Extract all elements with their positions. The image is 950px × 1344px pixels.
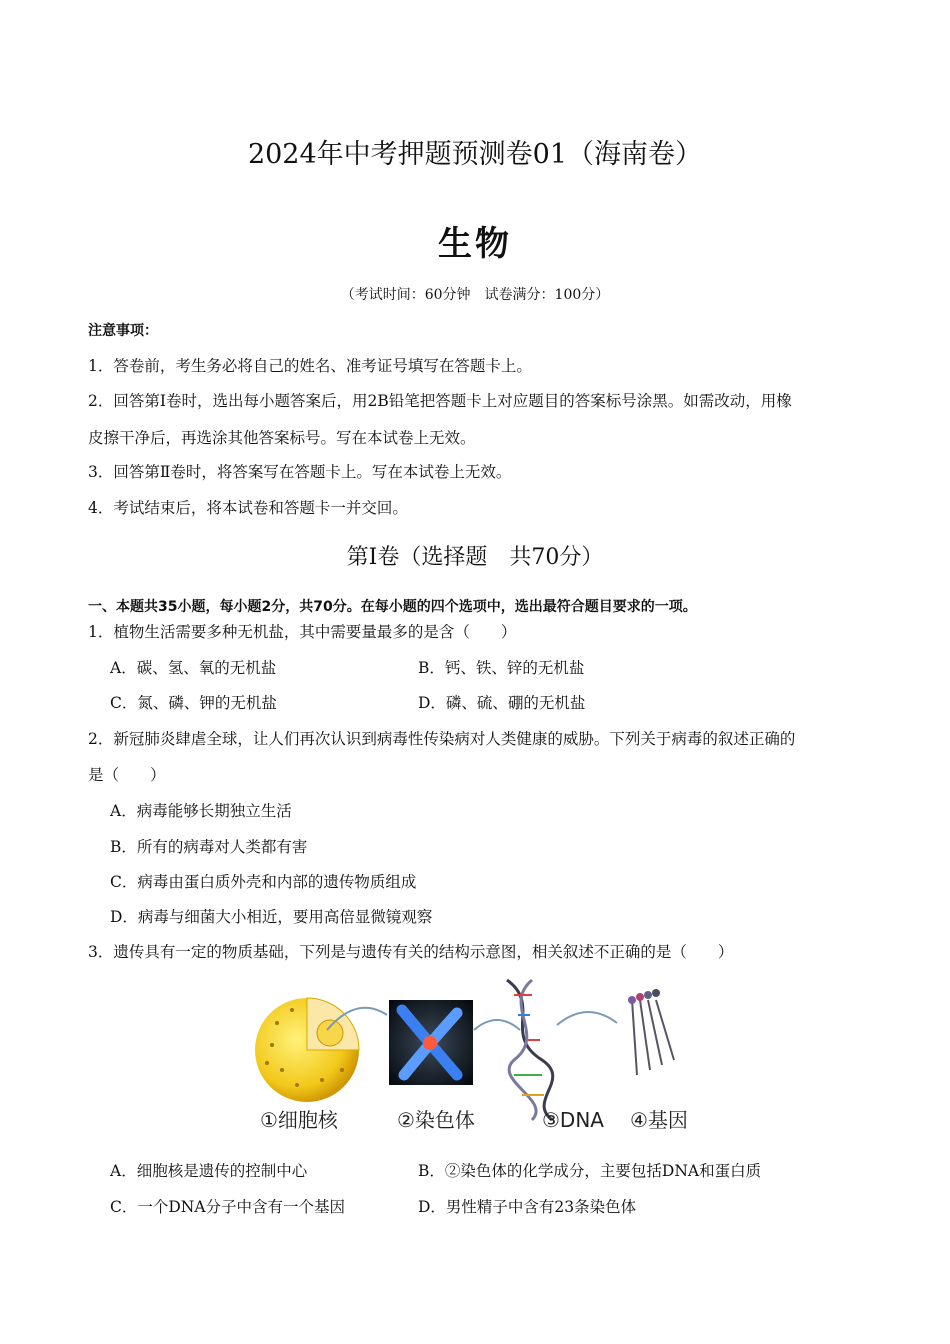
question-3-stem: 3．遗传具有一定的物质基础，下列是与遗传有关的结构示意图，相关叙述不正确的是（ ） xyxy=(88,943,734,961)
question-2-option-b: B．所有的病毒对人类都有害 xyxy=(110,838,308,856)
question-1-option-b: B．钙、铁、锌的无机盐 xyxy=(418,659,585,677)
question-1-option-d: D．磷、硫、硼的无机盐 xyxy=(418,694,586,712)
question-2-option-a: A．病毒能够长期独立生活 xyxy=(110,802,292,820)
page-title: 2024年中考押题预测卷01（海南卷） xyxy=(247,139,703,170)
arrow-icon xyxy=(474,1020,520,1030)
section-title: 第Ⅰ卷（选择题 共70分） xyxy=(346,545,604,570)
chromosome-illustration xyxy=(389,1000,473,1085)
question-1-option-c: C．氮、磷、钾的无机盐 xyxy=(110,694,277,712)
gene-illustration xyxy=(628,989,674,1075)
figure-label-nucleus: ①细胞核 xyxy=(260,1108,338,1132)
notice-item: 3．回答第Ⅱ卷时，将答案写在答题卡上。写在本试卷上无效。 xyxy=(88,463,512,481)
question-1-stem: 1．植物生活需要多种无机盐，其中需要量最多的是含（ ） xyxy=(88,623,517,641)
question-3-option-a: A．细胞核是遗传的控制中心 xyxy=(110,1162,308,1180)
question-2-option-d: D．病毒与细菌大小相近，要用高倍显微镜观察 xyxy=(110,908,433,926)
notice-heading: 注意事项： xyxy=(88,323,158,339)
question-3-option-b: B．②染色体的化学成分，主要包括DNA和蛋白质 xyxy=(418,1162,762,1180)
figure-label-gene: ④基因 xyxy=(630,1108,688,1132)
figure-label-dna: ③DNA xyxy=(542,1108,604,1132)
question-2-stem: 2．新冠肺炎肆虐全球，让人们再次认识到病毒性传染病对人类健康的威胁。下列关于病毒的叙述正确的 xyxy=(88,730,796,748)
question-1-option-a: A．碳、氢、氧的无机盐 xyxy=(110,659,277,677)
dna-illustration xyxy=(507,980,553,1120)
arrow-icon xyxy=(557,1012,617,1025)
heredity-structure-figure xyxy=(252,975,712,1140)
question-2-option-c: C．病毒由蛋白质外壳和内部的遗传物质组成 xyxy=(110,873,417,891)
exam-time-info: （考试时间：60分钟 试卷满分：100分） xyxy=(340,287,610,303)
notice-item: 1．答卷前，考生务必将自己的姓名、准考证号填写在答题卡上。 xyxy=(88,357,532,375)
question-2-stem-cont: 是（ ） xyxy=(88,766,166,784)
question-3-option-c: C．一个DNA分子中含有一个基因 xyxy=(110,1198,346,1216)
subject-title: 生物 xyxy=(438,224,512,264)
question-3-option-d: D．男性精子中含有23条染色体 xyxy=(418,1198,637,1216)
figure-label-chromosome: ②染色体 xyxy=(397,1108,475,1132)
nucleus-illustration xyxy=(255,998,359,1102)
section-instruction: 一、本题共35小题，每小题2分，共70分。在每小题的四个选项中，选出最符合题目要求的一项。 xyxy=(88,599,697,615)
notice-item: 2．回答第Ⅰ卷时，选出每小题答案后，用2B铅笔把答题卡上对应题目的答案标号涂黑。如需改动，用橡 xyxy=(88,392,792,410)
notice-item: 4．考试结束后，将本试卷和答题卡一并交回。 xyxy=(88,499,408,517)
notice-item: 皮擦干净后，再选涂其他答案标号。写在本试卷上无效。 xyxy=(88,429,476,447)
